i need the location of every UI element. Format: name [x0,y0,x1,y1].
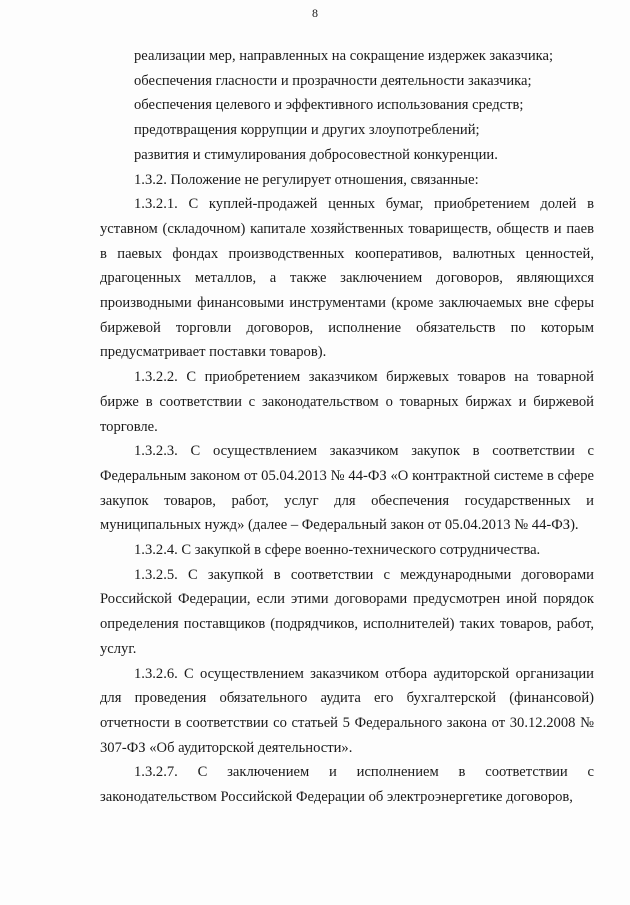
paragraph-goal-transparency: обеспечения гласности и прозрачности деятельности заказчика; [134,72,532,89]
paragraph-1-3-2-5: 1.3.2.5. С закупкой в соответствии с международными договорами Российской Федерации, если этими договорами предусмотрен иной порядок определения поставщиков (подрядчиков, исполнителей) таких товаров, работ, услуг. [100,566,594,657]
paragraph-goal-efficient-use: обеспечения целевого и эффективного использования средств; [134,97,524,114]
paragraph-1-3-2-3: 1.3.2.3. С осуществлением заказчиком закупок в соответствии с Федеральным законом от 05.04.2013 № 44-ФЗ «О контрактной системе в сфере закупок товаров, работ, услуг для обеспечения государственных и муниципальных нужд» (далее – Федеральный закон от 05.04.2013 № 44-ФЗ). [100,443,594,534]
paragraph-1-3-2-6: 1.3.2.6. С осуществлением заказчиком отбора аудиторской организации для проведения обязательного аудита его бухгалтерской (финансовой) отчетности в соответствии со статьей 5 Федерального закона от 30.12.2008 № 307-ФЗ «Об аудиторской деятельности». [100,665,594,756]
paragraph-1-3-2-4: 1.3.2.4. С закупкой в сфере военно-технического сотрудничества. [134,542,541,559]
body-text [100,44,594,810]
paragraph-1-3-2-2: 1.3.2.2. С приобретением заказчиком биржевых товаров на товарной бирже в соответствии с законодательством о товарных биржах и биржевой торговле. [100,369,594,435]
paragraph-goal-anticorruption: предотвращения коррупции и других злоупотреблений; [134,122,480,139]
paragraph-1-3-2-1: 1.3.2.1. С куплей-продажей ценных бумаг, приобретением долей в уставном (складочном) капитале хозяйственных товариществ, обществ и паев в паевых фондах производственных кооперативов, валютных ценностей, драгоценных металлов, а также заключением договоров, являющихся производными финансовыми инструментами (кроме заключаемых вне сферы биржевой торговли договоров, исполнение обязательств по которым предусматривает поставки товаров). [100,196,594,361]
paragraph-goal-cost-reduction: реализации мер, направленных на сокращение издержек заказчика; [134,48,554,64]
paragraph-1-3-2-7: 1.3.2.7. С заключением и исполнением в соответствии с законодательством Российской Федерации об электроэнергетике договоров, [100,764,594,806]
page-number: 8 [312,6,318,20]
paragraph-goal-competition: развития и стимулирования добросовестной конкуренции. [134,146,498,163]
paragraph-1-3-2: 1.3.2. Положение не регулирует отношения, связанные: [134,171,479,188]
